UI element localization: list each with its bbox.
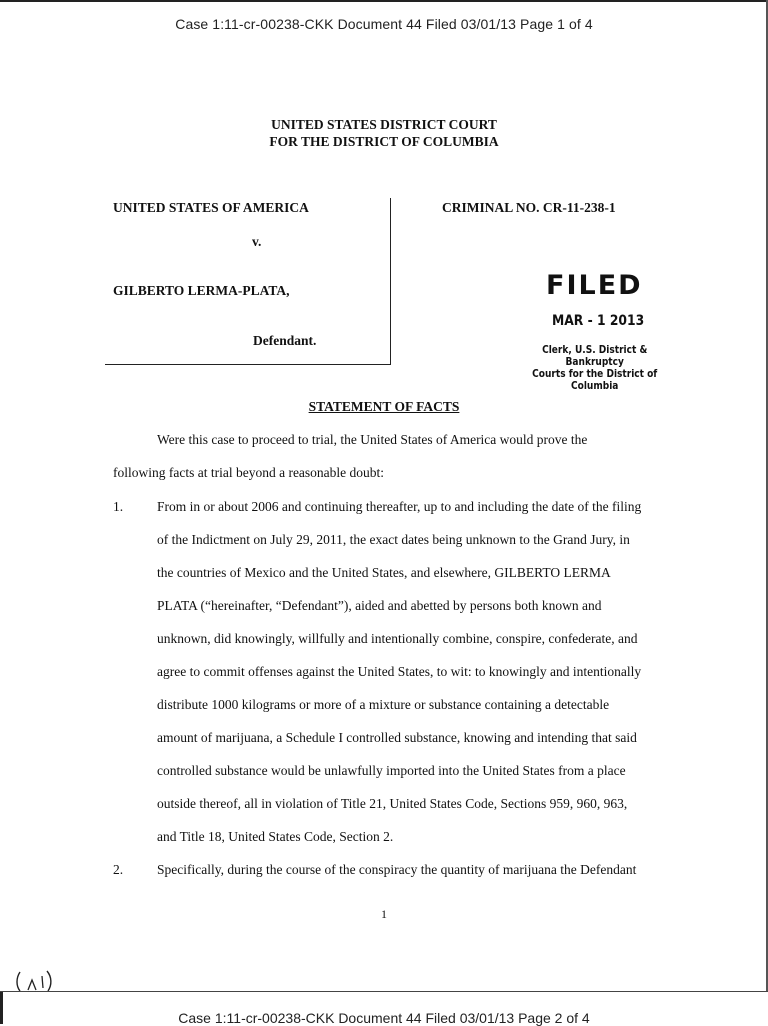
document-title: STATEMENT OF FACTS xyxy=(308,399,460,414)
caption-vertical-rule xyxy=(390,198,391,364)
intro-line: following facts at trial beyond a reasonable doubt: xyxy=(113,465,385,480)
paragraph-line: distribute 1000 kilograms or more of a mixture or substance containing a detectable xyxy=(157,697,610,712)
paragraph-line: agree to commit offenses against the United States, to wit: to knowingly and intentionally xyxy=(157,664,642,679)
ecf-header-stamp: Case 1:11-cr-00238-CKK Document 44 Filed 03/01/13 Page 1 of 4 xyxy=(175,16,593,32)
paragraph-number: 1. xyxy=(113,499,124,514)
paragraph-line: and Title 18, United States Code, Section 2. xyxy=(157,829,394,844)
page-top-border xyxy=(0,0,768,2)
clerk-line-2: Courts for the District of Columbia xyxy=(532,368,658,392)
caption-horizontal-rule xyxy=(105,364,391,365)
plaintiff-name: UNITED STATES OF AMERICA xyxy=(113,200,309,215)
paragraph-line: the countries of Mexico and the United States, and elsewhere, GILBERTO LERMA xyxy=(157,565,611,580)
paragraph-line: controlled substance would be unlawfully imported into the United States from a place xyxy=(157,763,626,778)
court-heading xyxy=(0,116,768,150)
paragraph-line: PLATA (“hereinafter, “Defendant”), aided and abetted by persons both known and xyxy=(157,598,602,613)
paragraph-line: outside thereof, all in violation of Title 21, United States Code, Sections 959, 960, 963, xyxy=(157,796,628,811)
handwritten-mark-icon xyxy=(14,968,54,992)
filed-stamp-word: FILED xyxy=(546,270,643,301)
clerk-line-1: Clerk, U.S. District & Bankruptcy xyxy=(542,344,648,368)
ecf-header-stamp-next: Case 1:11-cr-00238-CKK Document 44 Filed 03/01/13 Page 2 of 4 xyxy=(178,1010,590,1026)
filed-stamp-date: MAR - 1 2013 xyxy=(552,313,645,329)
paragraph-line: Specifically, during the course of the conspiracy the quantity of marijuana the Defendant xyxy=(157,862,637,877)
intro-line: Were this case to proceed to trial, the United States of America would prove the xyxy=(157,432,588,447)
page-number: 1 xyxy=(381,907,387,921)
defendant-name: GILBERTO LERMA-PLATA, xyxy=(113,283,290,298)
court-district: FOR THE DISTRICT OF COLUMBIA xyxy=(269,134,499,149)
paragraph-line: amount of marijuana, a Schedule I controlled substance, knowing and intending that said xyxy=(157,730,637,745)
filed-stamp-clerk xyxy=(513,344,676,392)
paragraph-number: 2. xyxy=(113,862,124,877)
paragraph-line: unknown, did knowingly, willfully and intentionally combine, conspire, confederate, and xyxy=(157,631,638,646)
versus-label: v. xyxy=(252,234,262,249)
defendant-role: Defendant. xyxy=(253,333,317,348)
paragraph-line: From in or about 2006 and continuing thereafter, up to and including the date of the filing xyxy=(157,499,642,514)
paragraph-line: of the Indictment on July 29, 2011, the exact dates being unknown to the Grand Jury, in xyxy=(157,532,630,547)
court-name: UNITED STATES DISTRICT COURT xyxy=(271,117,497,132)
criminal-number: CRIMINAL NO. CR-11-238-1 xyxy=(442,200,616,215)
